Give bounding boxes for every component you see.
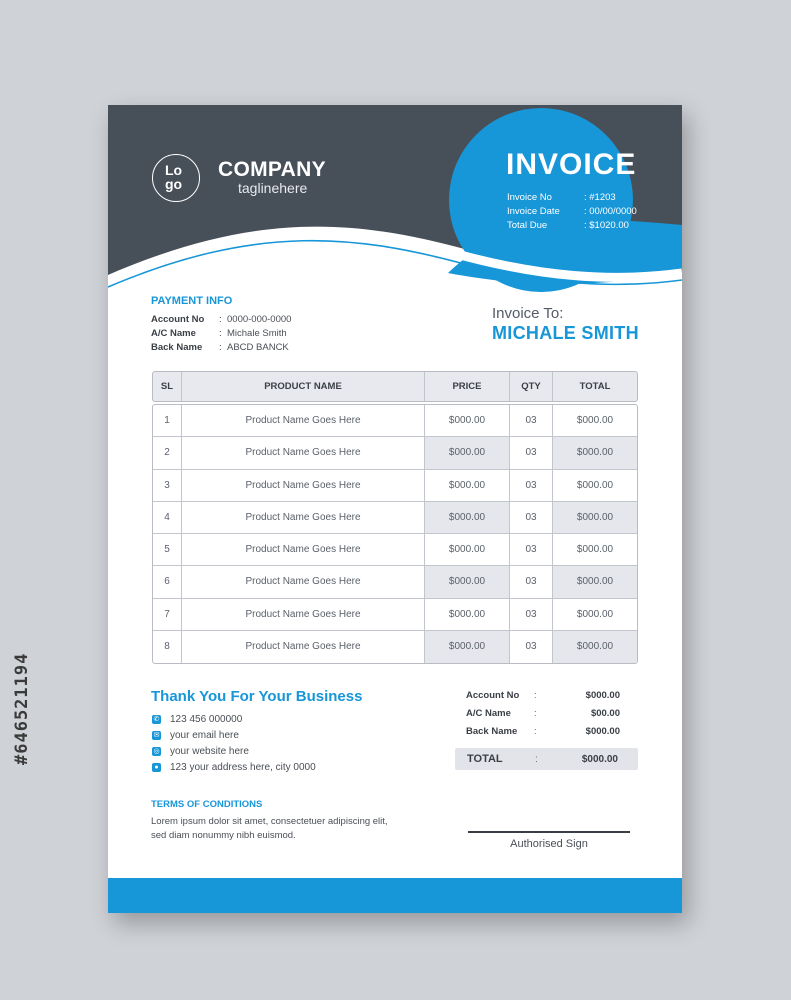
row-sl: 4 xyxy=(153,502,182,533)
payment-label: Account No xyxy=(151,314,205,325)
product-table xyxy=(152,371,638,664)
table-row xyxy=(153,405,637,437)
row-price: $000.00 xyxy=(425,470,510,501)
terms-title: TERMS OF CONDITIONS xyxy=(151,799,263,810)
row-product-name: Product Name Goes Here xyxy=(182,437,425,468)
phone-icon: ✆ xyxy=(153,715,160,723)
row-product-name: Product Name Goes Here xyxy=(182,631,425,663)
stock-id: #646521194 xyxy=(12,652,32,765)
invoice-meta-row xyxy=(507,219,637,233)
header-price: PRICE xyxy=(425,372,510,401)
row-product-name: Product Name Goes Here xyxy=(182,502,425,533)
invoice-meta-row xyxy=(507,191,637,205)
payment-value: Michale Smith xyxy=(227,328,287,339)
grand-total-label: TOTAL xyxy=(467,753,503,765)
payment-row: A/C Name : Michale Smith xyxy=(151,328,287,339)
row-sl: 2 xyxy=(153,437,182,468)
row-total: $000.00 xyxy=(553,566,637,597)
row-price: $000.00 xyxy=(425,566,510,597)
table-row xyxy=(153,470,637,502)
summary-value: $000.00 xyxy=(585,726,620,737)
row-qty: 03 xyxy=(510,631,553,663)
header-qty: QTY xyxy=(510,372,553,401)
row-qty: 03 xyxy=(510,566,553,597)
summary-row xyxy=(466,705,620,723)
payment-row: Back Name : ABCD BANCK xyxy=(151,342,289,353)
row-sl: 1 xyxy=(153,405,182,436)
payment-info-list xyxy=(151,313,291,355)
row-total: $000.00 xyxy=(553,502,637,533)
row-sl: 5 xyxy=(153,534,182,565)
row-product-name: Product Name Goes Here xyxy=(182,599,425,630)
grand-total-bar xyxy=(455,748,638,770)
row-total: $000.00 xyxy=(553,437,637,468)
row-total: $000.00 xyxy=(576,479,614,491)
payment-label: Back Name xyxy=(151,342,203,353)
contact-item xyxy=(152,743,316,759)
email-icon: ✉ xyxy=(153,731,160,739)
row-total: $000.00 xyxy=(553,631,637,663)
summary-sep: : xyxy=(534,708,537,719)
row-product-name: Product Name Goes Here xyxy=(182,405,425,436)
summary-label: A/C Name xyxy=(466,708,511,719)
payment-row: Account No : 0000-000-0000 xyxy=(151,314,292,325)
row-price: $000.00 xyxy=(425,405,510,436)
summary-label: Account No xyxy=(466,690,520,701)
table-row xyxy=(153,599,637,631)
header-total: TOTAL xyxy=(579,381,611,392)
summary-block xyxy=(466,687,620,741)
row-price: $000.00 xyxy=(425,599,510,630)
summary-row xyxy=(466,723,620,741)
logo-text-bottom: go xyxy=(165,176,183,192)
location-icon: ● xyxy=(152,763,161,772)
table-row xyxy=(153,502,637,534)
contact-text: your website here xyxy=(170,745,249,757)
row-total: $000.00 xyxy=(576,415,614,427)
header-product-name: PRODUCT NAME xyxy=(182,372,425,401)
invoice-meta-row xyxy=(507,205,637,219)
row-price: $000.00 xyxy=(425,502,510,533)
payment-value: ABCD BANCK xyxy=(227,342,289,353)
row-qty: 03 xyxy=(510,502,553,533)
row-sl: 6 xyxy=(153,566,182,597)
logo-icon xyxy=(152,154,200,202)
row-qty: 03 xyxy=(510,470,553,501)
summary-row xyxy=(466,687,620,705)
logo-text-top: Lo xyxy=(165,162,183,178)
invoice-page xyxy=(108,105,682,913)
contact-item xyxy=(152,759,316,775)
row-sl: 3 xyxy=(153,470,182,501)
row-qty: 03 xyxy=(510,534,553,565)
grand-total-sep: : xyxy=(535,753,538,765)
invoice-title: INVOICE xyxy=(506,148,637,181)
row-qty: 03 xyxy=(510,405,553,436)
terms-text: Lorem ipsum dolor sit amet, consectetuer adipiscing elit, sed diam nonummy nibh euismod. xyxy=(151,816,388,841)
row-price: $000.00 xyxy=(425,534,510,565)
row-product-name: Product Name Goes Here xyxy=(182,470,425,501)
table-row xyxy=(153,534,637,566)
contact-item xyxy=(152,727,316,743)
contact-text: 123 456 000000 xyxy=(170,713,243,725)
contact-list xyxy=(152,711,316,775)
header-sl: SL xyxy=(153,372,182,401)
summary-value: $000.00 xyxy=(585,690,620,701)
table-row xyxy=(153,631,637,663)
payment-info-title: PAYMENT INFO xyxy=(151,295,233,307)
row-total: $000.00 xyxy=(576,608,614,620)
table-body xyxy=(152,404,638,664)
contact-item xyxy=(152,711,316,727)
invoice-date-label: Invoice Date xyxy=(507,206,560,217)
row-qty: 03 xyxy=(510,599,553,630)
company-tagline: taglinehere xyxy=(238,180,308,196)
invoice-no-value: : #1203 xyxy=(584,192,616,203)
signature-line xyxy=(468,831,630,833)
grand-total-value: $000.00 xyxy=(581,753,618,765)
company-name: COMPANY xyxy=(218,158,326,181)
invoice-no-label: Invoice No xyxy=(507,192,552,203)
invoice-date-value: : 00/00/0000 xyxy=(584,206,637,217)
invoice-to-name: MICHALE SMITH xyxy=(492,323,639,343)
table-header xyxy=(152,371,638,402)
row-qty: 03 xyxy=(510,437,553,468)
summary-value: $00.00 xyxy=(590,708,620,719)
row-sl: 8 xyxy=(153,631,182,663)
row-product-name: Product Name Goes Here xyxy=(182,566,425,597)
row-price: $000.00 xyxy=(425,437,510,468)
row-total: $000.00 xyxy=(576,544,614,556)
payment-label: A/C Name xyxy=(151,328,196,339)
invoice-meta xyxy=(507,191,637,233)
summary-sep: : xyxy=(534,726,537,737)
row-sl: 7 xyxy=(153,599,182,630)
total-due-label: Total Due xyxy=(507,220,548,231)
payment-value: 0000-000-0000 xyxy=(227,314,292,325)
web-icon: ◎ xyxy=(153,747,160,755)
row-price: $000.00 xyxy=(425,631,510,663)
summary-label: Back Name xyxy=(466,726,518,737)
total-due-value: : $1020.00 xyxy=(584,220,629,231)
row-product-name: Product Name Goes Here xyxy=(182,534,425,565)
contact-text: your email here xyxy=(170,729,239,741)
invoice-to-label: Invoice To: xyxy=(492,305,564,322)
contact-text: 123 your address here, city 0000 xyxy=(170,761,316,773)
table-row xyxy=(153,566,637,598)
company-block xyxy=(218,158,326,196)
footer-bar xyxy=(108,878,682,913)
summary-sep: : xyxy=(534,690,537,701)
thank-you-heading: Thank You For Your Business xyxy=(151,688,363,705)
table-row xyxy=(153,437,637,469)
signature-label: Authorised Sign xyxy=(510,838,588,850)
